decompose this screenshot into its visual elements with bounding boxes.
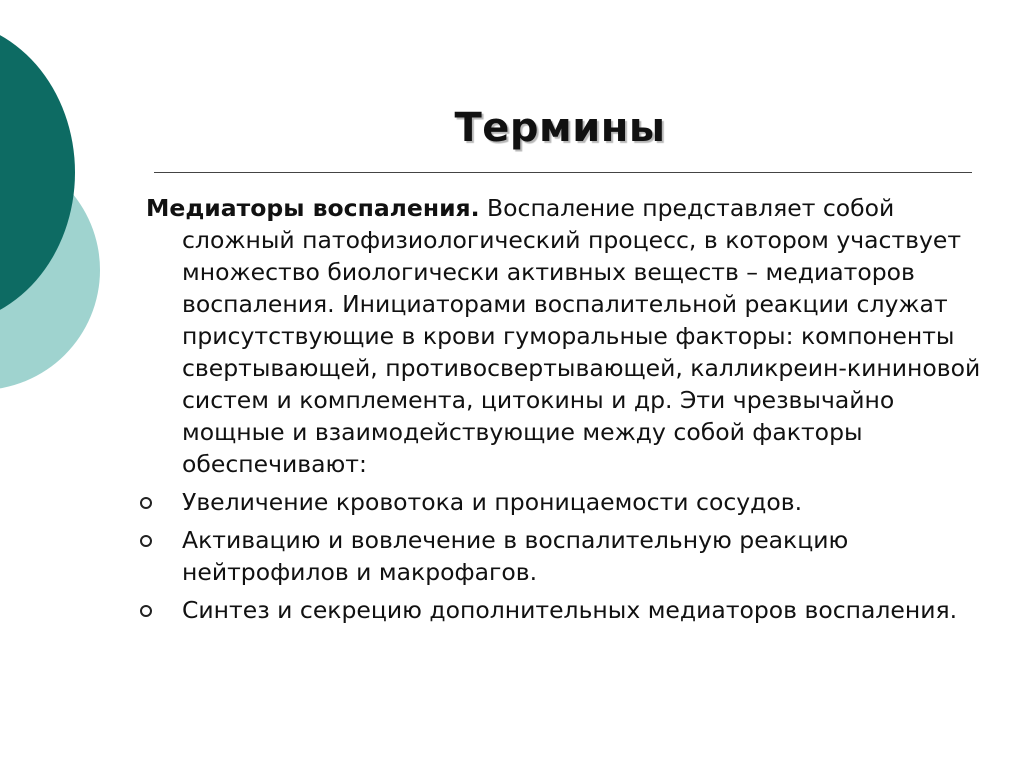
- bullet-icon: [140, 605, 152, 617]
- bullet-list: [146, 486, 996, 626]
- bullet-icon: [140, 535, 152, 547]
- title-divider: [154, 172, 972, 173]
- list-item: [146, 594, 996, 626]
- intro-paragraph: [146, 192, 996, 480]
- slide-title: Термины: [454, 105, 666, 151]
- term-heading: Медиаторы воспаления.: [146, 194, 480, 222]
- term-definition: Воспаление представляет собой сложный патофизиологический процесс, в котором участвует множество биологически активных веществ – медиаторов воспаления. Инициаторами воспалительной реакции служат присутствующие в крови гуморальные факторы: компоненты свертывающей, противосвертывающей, калликреин-кининовой систем и комплемента, цитокины и др. Эти чрезвычайно мощные и взаимодействующие между собой факторы обеспечивают:: [182, 194, 981, 478]
- list-item-text: Увеличение кровотока и проницаемости сосудов.: [182, 488, 803, 516]
- list-item-text: Синтез и секрецию дополнительных медиаторов воспаления.: [182, 596, 958, 624]
- list-item: [146, 524, 996, 588]
- list-item: [146, 486, 996, 518]
- list-item-text: Активацию и вовлечение в воспалительную реакцию нейтрофилов и макрофагов.: [182, 526, 849, 586]
- bullet-icon: [140, 497, 152, 509]
- slide-content: [146, 192, 996, 632]
